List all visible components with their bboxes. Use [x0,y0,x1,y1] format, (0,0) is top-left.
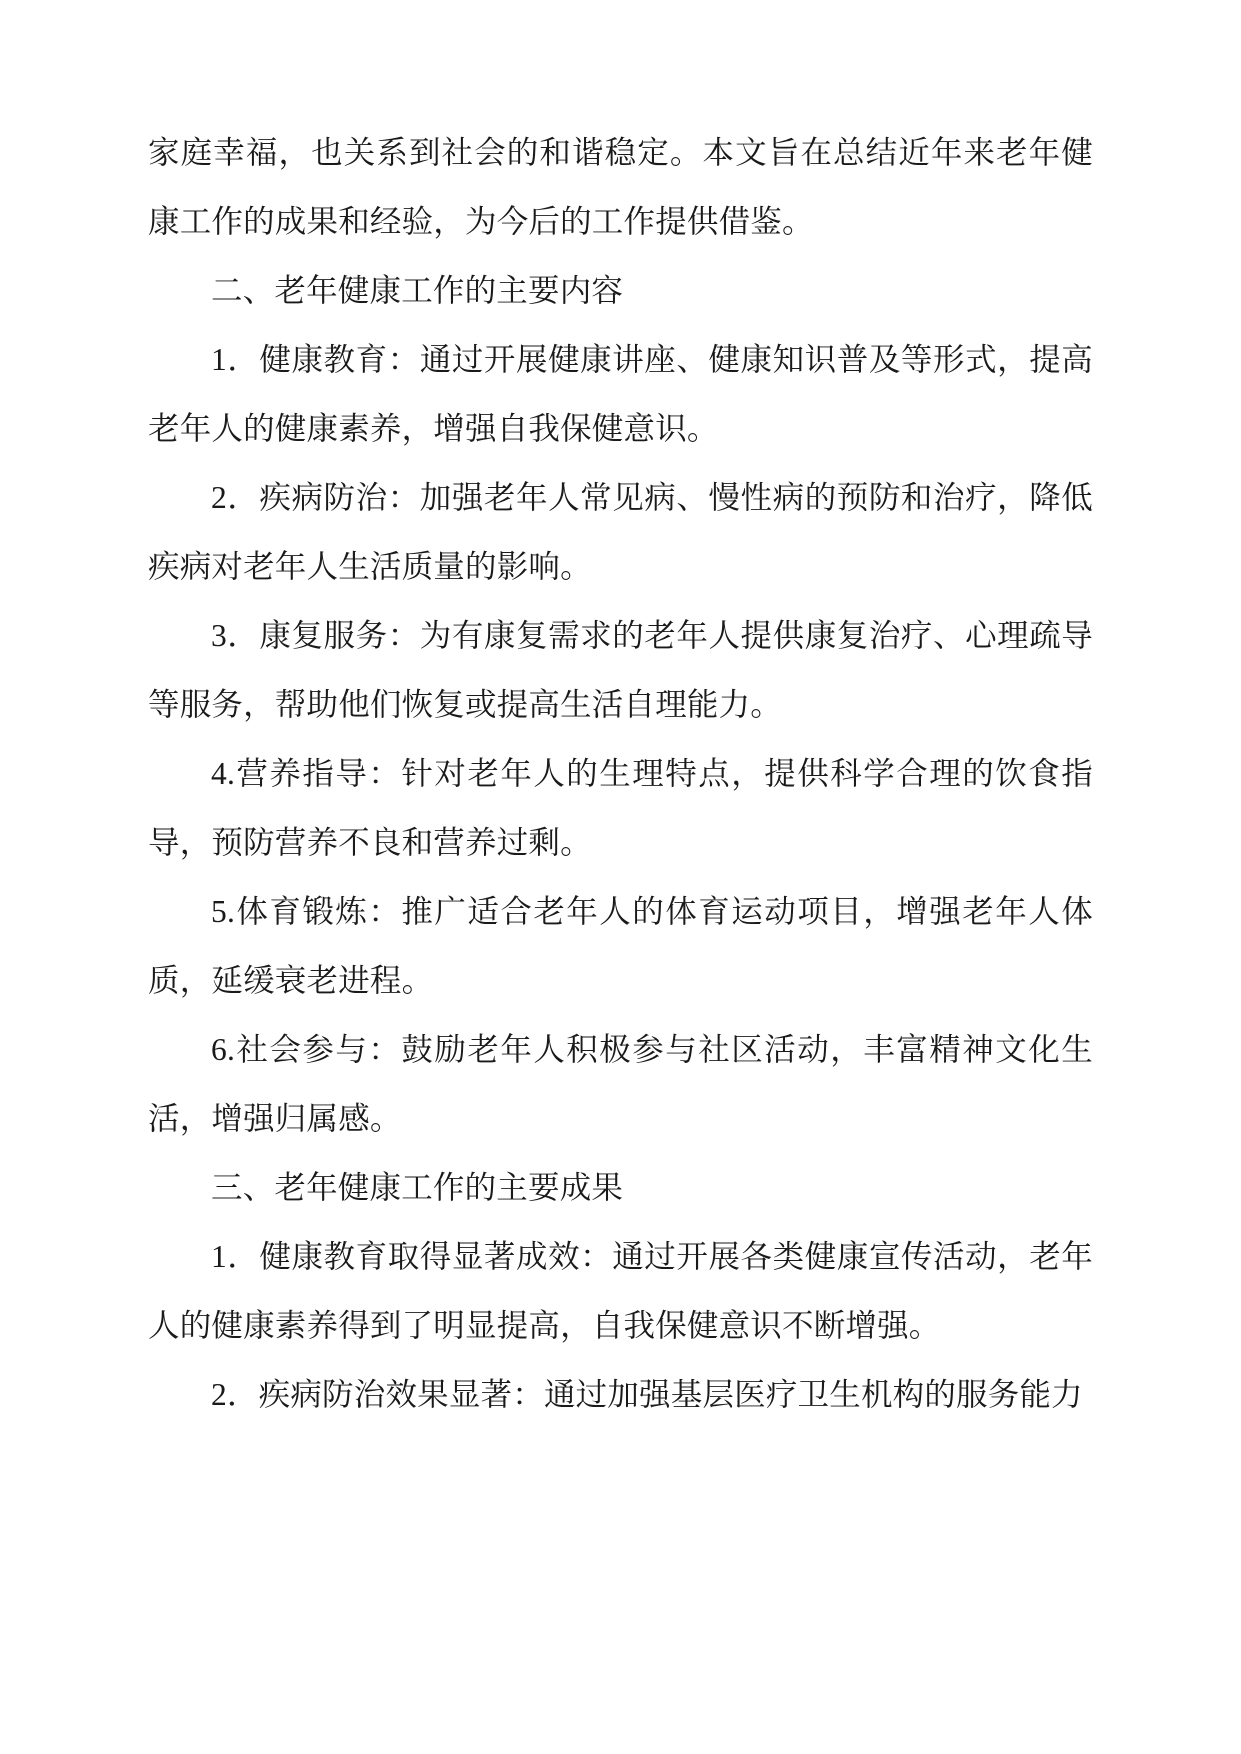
list-item-physical-exercise: 5.体育锻炼：推广适合老年人的体育运动项目，增强老年人体质，延缓衰老进程。 [148,894,1093,998]
list-item-disease-prevention: 2．疾病防治：加强老年人常见病、慢性病的预防和治疗，降低疾病对老年人生活质量的影响。 [148,480,1093,584]
result-item-health-education: 1．健康教育取得显著成效：通过开展各类健康宣传活动，老年人的健康素养得到了明显提高，自我保健意识不断增强。 [148,1239,1093,1343]
list-item-health-education: 1．健康教育：通过开展健康讲座、健康知识普及等形式，提高老年人的健康素养，增强自我保健意识。 [148,342,1093,446]
heading-section-three: 三、老年健康工作的主要成果 [211,1170,624,1205]
result-item-disease-prevention: 2．疾病防治效果显著：通过加强基层医疗卫生机构的服务能力 [211,1377,1083,1412]
list-item-nutrition-guidance: 4.营养指导：针对老年人的生理特点，提供科学合理的饮食指导，预防营养不良和营养过剩。 [148,756,1093,860]
paragraph-intro-continued: 家庭幸福，也关系到社会的和谐稳定。本文旨在总结近年来老年健康工作的成果和经验，为今后的工作提供借鉴。 [148,135,1093,239]
list-item-social-participation: 6.社会参与：鼓励老年人积极参与社区活动，丰富精神文化生活，增强归属感。 [148,1032,1093,1136]
heading-section-two: 二、老年健康工作的主要内容 [211,273,624,308]
list-item-rehabilitation-services: 3．康复服务：为有康复需求的老年人提供康复治疗、心理疏导等服务，帮助他们恢复或提高生活自理能力。 [148,618,1093,722]
document-body [148,118,1093,1429]
